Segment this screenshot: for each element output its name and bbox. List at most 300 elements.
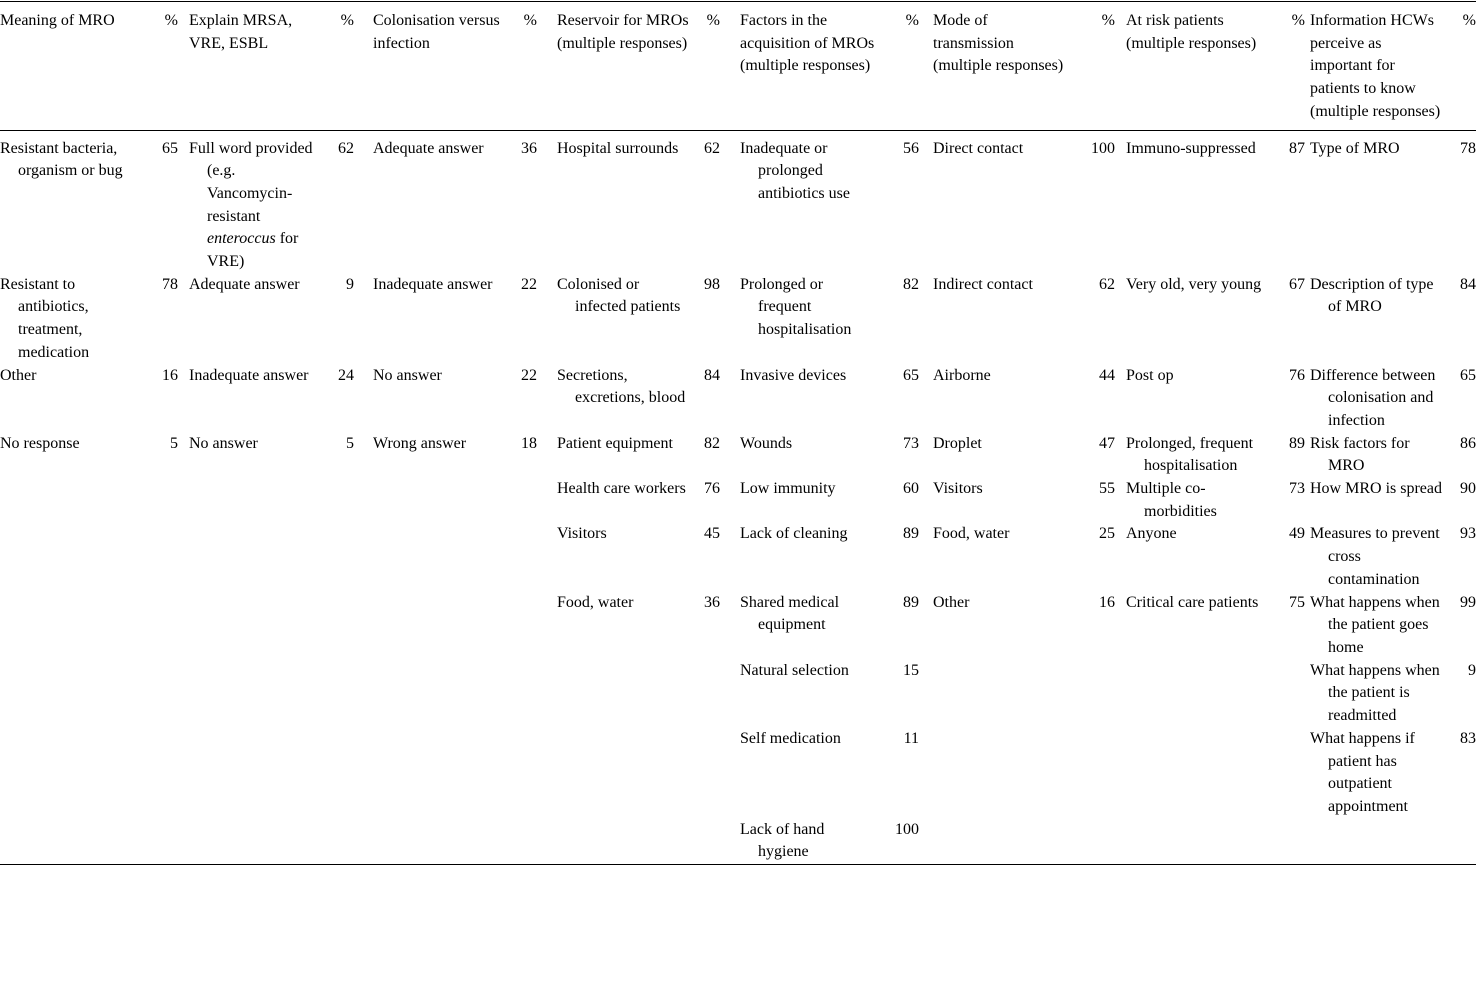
column-spacer	[537, 433, 557, 478]
response-label-cell	[1126, 819, 1262, 865]
response-label: Visitors	[933, 480, 983, 498]
response-label: Prolonged or frequent hospitalisation	[740, 275, 852, 339]
response-label: Droplet	[933, 434, 982, 452]
response-label-cell	[189, 660, 324, 728]
column-spacer	[919, 728, 933, 819]
column-spacer	[178, 2, 189, 131]
response-percent	[1262, 728, 1305, 819]
response-percent: 100	[1091, 139, 1115, 157]
response-label: What happens when the patient goes home	[1310, 593, 1440, 656]
response-label-cell	[557, 660, 691, 728]
response-label-cell	[740, 433, 875, 478]
response-percent: 62	[1099, 275, 1115, 293]
response-percent: 65	[1460, 366, 1476, 384]
response-percent	[324, 819, 354, 865]
response-percent	[691, 728, 720, 819]
response-label: Lack of cleaning	[740, 525, 848, 543]
column-spacer	[537, 274, 557, 365]
mro-knowledge-table	[0, 1, 1476, 865]
response-label-cell	[557, 274, 691, 365]
response-percent: 84	[704, 366, 720, 384]
response-label-cell	[0, 274, 135, 365]
column-spacer	[178, 819, 189, 865]
response-percent	[1262, 660, 1305, 728]
column-spacer	[354, 2, 373, 131]
response-percent	[691, 660, 720, 728]
response-label-cell	[740, 478, 875, 523]
column-spacer	[720, 728, 740, 819]
response-percent: 55	[1099, 480, 1115, 498]
response-percent: 18	[521, 434, 537, 452]
response-percent: 84	[1460, 275, 1476, 293]
column-spacer	[537, 478, 557, 523]
response-percent: 62	[704, 139, 720, 157]
response-percent: 89	[903, 593, 919, 611]
column-spacer	[1115, 478, 1126, 523]
response-percent	[1070, 819, 1115, 865]
response-label-cell	[557, 478, 691, 523]
column-header-label: Information HCWs perceive as important for patients to know (multiple responses)	[1310, 12, 1441, 120]
column-spacer	[537, 130, 557, 274]
response-label-cell	[1310, 130, 1447, 274]
response-percent: 9	[346, 275, 354, 293]
response-label-cell	[933, 478, 1070, 523]
response-label-cell	[373, 433, 507, 478]
response-percent: 76	[1289, 366, 1305, 384]
response-label-cell	[557, 433, 691, 478]
response-percent: 49	[1289, 525, 1305, 543]
column-spacer	[1115, 728, 1126, 819]
column-header-percent: %	[706, 12, 720, 29]
response-label: Multiple co-morbidities	[1126, 480, 1217, 520]
response-percent: 16	[162, 366, 178, 384]
response-percent	[324, 592, 354, 660]
response-label: Measures to prevent cross contamination	[1310, 525, 1440, 588]
column-spacer	[1115, 130, 1126, 274]
response-percent: 78	[1460, 139, 1476, 157]
response-label-cell	[1126, 728, 1262, 819]
column-spacer	[919, 660, 933, 728]
response-percent: 24	[338, 366, 354, 384]
response-percent: 36	[704, 593, 720, 611]
response-label-cell	[933, 819, 1070, 865]
response-percent: 73	[903, 434, 919, 452]
response-label: Airborne	[933, 366, 991, 384]
response-label-cell	[0, 523, 135, 591]
response-label-cell	[373, 819, 507, 865]
response-percent	[507, 592, 537, 660]
response-label-cell	[373, 365, 507, 433]
response-percent	[507, 819, 537, 865]
column-spacer	[354, 819, 373, 865]
response-label-cell	[373, 728, 507, 819]
response-label-cell	[0, 819, 135, 865]
column-spacer	[919, 2, 933, 131]
column-spacer	[919, 523, 933, 591]
response-percent: 100	[895, 820, 919, 838]
response-percent: 65	[903, 366, 919, 384]
response-percent: 25	[1099, 525, 1115, 543]
column-spacer	[178, 592, 189, 660]
response-label-cell	[1126, 523, 1262, 591]
response-label-cell	[1126, 478, 1262, 523]
response-label: Wounds	[740, 434, 793, 452]
column-spacer	[354, 523, 373, 591]
column-header-percent: %	[164, 12, 178, 29]
response-label: What happens if patient has outpatient appointment	[1310, 729, 1415, 815]
table-row	[0, 433, 1476, 478]
response-label-cell	[933, 130, 1070, 274]
table-row	[0, 660, 1476, 728]
column-spacer	[1115, 433, 1126, 478]
column-spacer	[1115, 592, 1126, 660]
response-percent	[135, 728, 178, 819]
column-spacer	[537, 523, 557, 591]
response-label: Visitors	[557, 525, 607, 543]
response-label: Adequate answer	[189, 275, 300, 293]
column-spacer	[720, 819, 740, 865]
response-percent: 87	[1289, 139, 1305, 157]
response-label: Lack of hand hygiene	[740, 820, 825, 861]
column-header-label: Factors in the acquisition of MROs (multiple responses)	[740, 12, 875, 75]
response-label-cell	[557, 365, 691, 433]
response-percent: 5	[170, 434, 178, 452]
response-percent	[324, 728, 354, 819]
response-label: Post op	[1126, 366, 1174, 384]
response-label-cell	[1310, 660, 1447, 728]
response-percent: 98	[704, 275, 720, 293]
response-label-cell	[1126, 130, 1262, 274]
response-label-cell	[1310, 523, 1447, 591]
column-spacer	[1115, 365, 1126, 433]
response-percent: 47	[1099, 434, 1115, 452]
response-label-cell	[933, 523, 1070, 591]
response-label-cell	[1310, 819, 1447, 865]
response-label-cell	[189, 592, 324, 660]
response-percent	[1447, 819, 1476, 865]
response-percent	[324, 523, 354, 591]
table-row	[0, 728, 1476, 819]
response-label-cell	[189, 130, 324, 274]
response-label: Health care workers	[557, 480, 686, 498]
response-percent: 67	[1289, 275, 1305, 293]
table-row	[0, 274, 1476, 365]
column-spacer	[178, 433, 189, 478]
response-label-cell	[189, 274, 324, 365]
column-spacer	[537, 819, 557, 865]
response-percent: 5	[346, 434, 354, 452]
response-percent	[1070, 660, 1115, 728]
response-label: Resistant to antibiotics, treatment, medication	[0, 275, 90, 361]
response-percent: 82	[704, 434, 720, 452]
response-label-cell	[933, 660, 1070, 728]
response-percent: 60	[903, 480, 919, 498]
response-label: Inadequate answer	[373, 275, 493, 293]
response-label-cell	[1310, 478, 1447, 523]
column-header-label: Explain MRSA, VRE, ESBL	[189, 12, 293, 52]
response-label: Critical care patients	[1126, 593, 1259, 611]
response-label: Inadequate answer	[189, 366, 309, 384]
response-label: Shared medical equipment	[740, 593, 840, 634]
response-label: Anyone	[1126, 525, 1177, 543]
response-label: What happens when the patient is readmitted	[1310, 661, 1440, 725]
column-spacer	[919, 274, 933, 365]
response-label: No answer	[189, 434, 258, 452]
header-row	[0, 2, 1476, 131]
response-percent	[135, 523, 178, 591]
column-spacer	[1115, 819, 1126, 865]
column-spacer	[919, 433, 933, 478]
column-spacer	[919, 130, 933, 274]
response-percent: 22	[521, 275, 537, 293]
response-label: Description of type of MRO	[1310, 275, 1434, 316]
column-spacer	[720, 433, 740, 478]
response-label-cell	[740, 728, 875, 819]
response-label-cell	[373, 130, 507, 274]
response-label: Resistant bacteria, organism or bug	[0, 139, 123, 180]
response-percent: 93	[1460, 525, 1476, 543]
response-label-cell	[0, 728, 135, 819]
response-percent	[507, 523, 537, 591]
column-spacer	[178, 365, 189, 433]
response-label-cell	[740, 592, 875, 660]
response-label-cell	[0, 433, 135, 478]
response-label-cell	[189, 819, 324, 865]
column-spacer	[1115, 274, 1126, 365]
column-spacer	[537, 660, 557, 728]
response-label: Secretions, excretions, blood	[557, 366, 686, 407]
response-label-cell	[933, 728, 1070, 819]
table-row	[0, 523, 1476, 591]
column-spacer	[720, 660, 740, 728]
response-percent: 82	[903, 275, 919, 293]
response-label-cell	[189, 433, 324, 478]
response-label: Invasive devices	[740, 366, 847, 384]
response-label-cell	[1126, 365, 1262, 433]
response-label-cell	[1310, 592, 1447, 660]
response-percent	[1262, 819, 1305, 865]
organism-name-italic: enteroccus	[207, 230, 276, 248]
response-label-cell	[1310, 728, 1447, 819]
table-header	[0, 2, 1476, 131]
response-label-cell	[373, 660, 507, 728]
column-spacer	[919, 819, 933, 865]
response-label-cell	[1126, 660, 1262, 728]
response-percent: 65	[162, 139, 178, 157]
response-percent: 22	[521, 366, 537, 384]
response-label: Self medication	[740, 729, 841, 747]
column-header-label: Meaning of MRO	[0, 12, 115, 29]
table-row	[0, 478, 1476, 523]
response-label-cell	[0, 592, 135, 660]
response-label-cell	[557, 592, 691, 660]
column-header-percent: %	[1101, 12, 1115, 29]
column-spacer	[354, 660, 373, 728]
response-label-cell	[0, 130, 135, 274]
column-spacer	[919, 592, 933, 660]
response-label-cell	[1310, 365, 1447, 433]
response-label-cell	[189, 365, 324, 433]
response-label-cell	[740, 660, 875, 728]
column-spacer	[537, 728, 557, 819]
column-spacer	[354, 478, 373, 523]
table-body	[0, 130, 1476, 865]
table-row	[0, 130, 1476, 274]
column-spacer	[720, 365, 740, 433]
response-label-cell	[557, 819, 691, 865]
response-label: Difference between colonisation and infection	[1310, 366, 1436, 429]
column-spacer	[178, 523, 189, 591]
response-percent	[135, 478, 178, 523]
response-label: Prolonged, frequent hospitalisation	[1126, 434, 1254, 475]
response-label-cell	[1310, 274, 1447, 365]
response-label: No response	[0, 434, 80, 452]
response-percent	[135, 592, 178, 660]
column-spacer	[178, 728, 189, 819]
column-spacer	[354, 274, 373, 365]
column-spacer	[354, 365, 373, 433]
response-label: Type of MRO	[1310, 139, 1400, 157]
column-header-label: At risk patients (multiple responses)	[1126, 12, 1257, 52]
response-percent: 73	[1289, 480, 1305, 498]
response-percent	[691, 819, 720, 865]
response-percent	[135, 660, 178, 728]
column-spacer	[354, 592, 373, 660]
response-label-cell	[373, 478, 507, 523]
response-percent: 89	[903, 525, 919, 543]
table-row	[0, 819, 1476, 865]
column-header-percent: %	[523, 12, 537, 29]
response-percent	[507, 728, 537, 819]
response-label: Risk factors for MRO	[1310, 434, 1410, 475]
response-label: Hospital surrounds	[557, 139, 679, 157]
response-label: Adequate answer	[373, 139, 484, 157]
column-header-label: Mode of transmission (multiple responses)	[933, 12, 1064, 75]
column-spacer	[178, 660, 189, 728]
response-label-cell	[189, 523, 324, 591]
column-header-percent: %	[905, 12, 919, 29]
response-percent: 90	[1460, 480, 1476, 498]
response-label-cell	[740, 274, 875, 365]
response-label: Immuno-suppressed	[1126, 139, 1256, 157]
response-percent: 86	[1460, 434, 1476, 452]
response-label: Other	[933, 593, 970, 611]
response-label-cell	[373, 592, 507, 660]
response-percent: 56	[903, 139, 919, 157]
response-label-cell	[740, 365, 875, 433]
response-percent	[324, 478, 354, 523]
response-label: Food, water	[933, 525, 1010, 543]
response-percent	[507, 478, 537, 523]
response-label-cell	[740, 819, 875, 865]
response-label-cell	[189, 478, 324, 523]
response-label-cell	[933, 433, 1070, 478]
response-percent	[324, 660, 354, 728]
response-percent: 44	[1099, 366, 1115, 384]
response-percent	[507, 660, 537, 728]
response-label-cell	[933, 592, 1070, 660]
column-spacer	[720, 2, 740, 131]
response-label: Low immunity	[740, 480, 836, 498]
column-spacer	[178, 478, 189, 523]
response-label: No answer	[373, 366, 442, 384]
column-spacer	[537, 592, 557, 660]
column-spacer	[919, 478, 933, 523]
response-percent: 9	[1468, 661, 1476, 679]
column-spacer	[178, 130, 189, 274]
column-header-percent: %	[1462, 12, 1476, 29]
column-spacer	[720, 274, 740, 365]
response-percent	[1070, 728, 1115, 819]
response-percent: 99	[1460, 593, 1476, 611]
column-spacer	[537, 2, 557, 131]
response-label-cell	[557, 523, 691, 591]
column-spacer	[354, 728, 373, 819]
column-spacer	[1115, 523, 1126, 591]
response-label: Direct contact	[933, 139, 1024, 157]
response-label-cell	[1126, 433, 1262, 478]
response-label: How MRO is spread	[1310, 480, 1442, 498]
response-label-cell	[933, 365, 1070, 433]
response-label: Other	[0, 366, 37, 384]
response-label-cell	[740, 130, 875, 274]
response-percent: 62	[338, 139, 354, 157]
response-label: Food, water	[557, 593, 634, 611]
column-spacer	[720, 523, 740, 591]
response-label: Indirect contact	[933, 275, 1033, 293]
column-spacer	[537, 365, 557, 433]
response-label-cell	[373, 274, 507, 365]
response-label-cell	[189, 728, 324, 819]
table-row	[0, 592, 1476, 660]
response-label: Inadequate or prolonged antibiotics use	[740, 139, 850, 202]
response-label-cell	[933, 274, 1070, 365]
response-percent	[135, 819, 178, 865]
column-spacer	[178, 274, 189, 365]
column-spacer	[1115, 2, 1126, 131]
response-label-cell	[1126, 592, 1262, 660]
column-header-label: Reservoir for MROs (multiple responses)	[557, 12, 689, 52]
response-label: Wrong answer	[373, 434, 467, 452]
response-label-cell	[0, 365, 135, 433]
column-spacer	[354, 130, 373, 274]
response-percent: 89	[1289, 434, 1305, 452]
response-percent: 45	[704, 525, 720, 543]
response-label: Patient equipment	[557, 434, 673, 452]
response-label-cell	[0, 660, 135, 728]
response-label: Colonised or infected patients	[557, 275, 681, 316]
response-label-cell	[1310, 433, 1447, 478]
table-row	[0, 365, 1476, 433]
response-label-cell	[557, 130, 691, 274]
response-label-cell	[1126, 274, 1262, 365]
response-percent: 83	[1460, 729, 1476, 747]
response-label: Very old, very young	[1126, 275, 1262, 293]
response-percent: 76	[704, 480, 720, 498]
column-spacer	[919, 365, 933, 433]
response-label-cell	[740, 523, 875, 591]
column-spacer	[1115, 660, 1126, 728]
response-percent: 78	[162, 275, 178, 293]
response-percent: 15	[903, 661, 919, 679]
column-header-percent: %	[340, 12, 354, 29]
response-label-cell	[0, 478, 135, 523]
column-spacer	[354, 433, 373, 478]
column-spacer	[720, 478, 740, 523]
response-percent: 36	[521, 139, 537, 157]
response-percent: 75	[1289, 593, 1305, 611]
response-label: Natural selection	[740, 661, 849, 679]
